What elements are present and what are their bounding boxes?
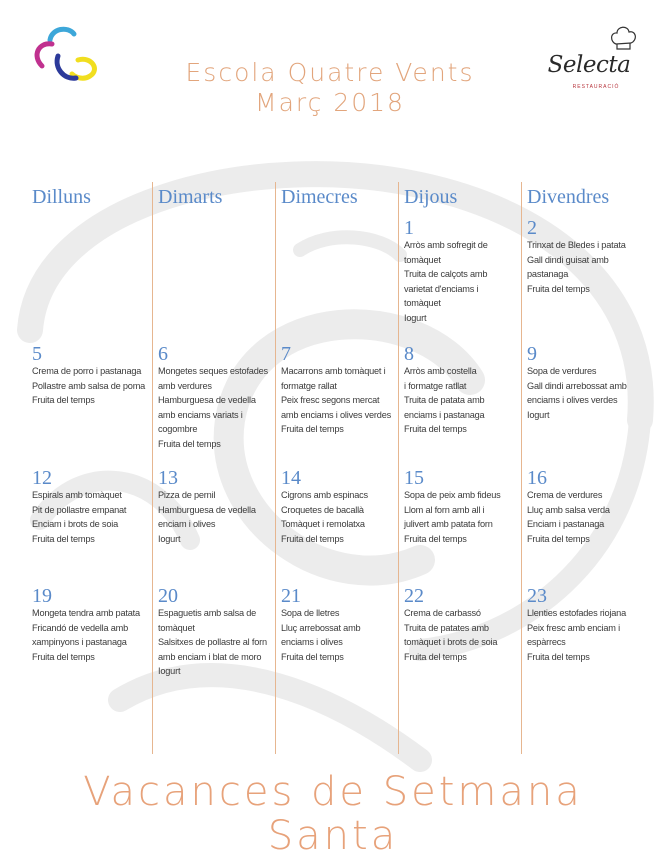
menu-line: Croquetes de bacallà <box>281 504 364 515</box>
menu-line: Fruita del temps <box>527 651 590 662</box>
menu-line: Crema de verdures <box>527 490 603 500</box>
column-dimarts <box>156 182 278 754</box>
column-divider <box>152 182 153 754</box>
date-number: 6 <box>158 343 168 365</box>
menu-line: amb enciam i blat de moro <box>158 651 262 662</box>
menu-line: enciam i olives <box>158 519 216 529</box>
menu-line: cogombre <box>158 424 198 434</box>
day-cell <box>158 586 276 679</box>
school-name: Escola Quatre Vents <box>185 58 475 87</box>
menu-line: Crema de carbassó <box>404 608 481 618</box>
day-cell <box>527 468 645 546</box>
menu-line: Gall dindi guisat amb <box>527 254 609 265</box>
menu-line: Crema de porro i pastanaga <box>32 366 142 376</box>
menu-line: enciams i olives verdes <box>527 395 618 405</box>
menu-line: Llenties estofades riojana <box>527 608 626 618</box>
day-header-dimarts: Dimarts <box>158 186 223 208</box>
menu-line: enciams i olives <box>281 637 343 647</box>
menu-line: Fruita del temps <box>404 424 467 434</box>
menu-line: Fricandó de vedella amb <box>32 622 129 633</box>
menu-line: xampinyons i pastanaga <box>32 637 127 647</box>
date-number: 5 <box>32 343 42 365</box>
menu-line: Sopa de peix amb fideus <box>404 490 501 500</box>
date-number: 13 <box>158 467 178 489</box>
day-cell <box>158 468 276 546</box>
school-logo-icon <box>28 20 106 90</box>
menu-line: Peix fresc amb enciam i <box>527 622 620 633</box>
menu-line: tomàquet i brots de soia <box>404 637 498 647</box>
date-number: 2 <box>527 217 537 239</box>
day-cell <box>32 344 150 408</box>
menu-line: Hamburguesa de vedella <box>158 504 256 515</box>
menu-line: Fruita del temps <box>404 651 467 662</box>
holiday-banner <box>0 770 666 858</box>
date-number: 20 <box>158 585 178 607</box>
menu-line: Truita de patates amb <box>404 622 489 633</box>
menu-line: Fruita del temps <box>527 283 590 294</box>
menu-line: Trinxat de Bledes i patata <box>527 240 626 250</box>
menu-line: Pollastre amb salsa de poma <box>32 380 146 391</box>
menu-line: Fruita del temps <box>527 533 590 544</box>
date-number: 1 <box>404 217 414 239</box>
column-dilluns <box>30 182 152 754</box>
menu-line: Macarrons amb tomàquet i <box>281 366 386 376</box>
menu-line: Fruita del temps <box>281 533 344 544</box>
menu-line: Mongeta tendra amb patata <box>32 608 140 618</box>
day-cell <box>158 344 276 451</box>
column-dimecres <box>279 182 401 754</box>
menu-line: tomàquet <box>404 254 441 265</box>
menu-line: Fruita del temps <box>404 533 467 544</box>
menu-line: Iogurt <box>158 666 181 676</box>
menu-line: Iogurt <box>527 409 550 420</box>
date-number: 8 <box>404 343 414 365</box>
menu-line: Tomàquet i remolatxa <box>281 519 365 529</box>
column-divendres <box>525 182 647 754</box>
date-number: 9 <box>527 343 537 365</box>
menu-line: Pit de pollastre empanat <box>32 504 127 515</box>
menu-line: tomàquet <box>404 298 441 308</box>
menu-line: Truita de patata amb <box>404 395 485 405</box>
menu-line: Truita de calçots amb <box>404 269 488 279</box>
menu-line: Espirals amb tomàquet <box>32 490 122 500</box>
date-number: 22 <box>404 585 424 607</box>
page-header <box>120 58 540 118</box>
brand-subtitle: RESTAURACIÓ <box>572 84 620 90</box>
chef-hat-icon <box>608 24 638 52</box>
menu-line: Fruita del temps <box>32 395 95 405</box>
day-header-dilluns: Dilluns <box>32 186 91 208</box>
day-cell <box>404 586 522 664</box>
menu-line: Iogurt <box>158 533 181 544</box>
menu-line: amb verdures <box>158 380 212 391</box>
menu-line: Llom al forn amb all i <box>404 504 485 515</box>
menu-line: Mongetes seques estofades <box>158 366 268 376</box>
brand-name: Selecta <box>547 52 631 78</box>
date-number: 16 <box>527 467 547 489</box>
menu-line: Enciam i brots de soia <box>32 519 118 529</box>
menu-line: Pizza de pernil <box>158 490 216 500</box>
date-number: 15 <box>404 467 424 489</box>
menu-line: Iogurt <box>404 312 427 323</box>
column-dijous <box>402 182 524 754</box>
menu-line: Fruita del temps <box>32 651 95 662</box>
day-cell <box>527 218 645 296</box>
day-cell <box>527 344 645 422</box>
day-cell <box>281 344 399 437</box>
date-number: 23 <box>527 585 547 607</box>
menu-line: enciams i pastanaga <box>404 409 485 420</box>
menu-line: Lluç amb salsa verda <box>527 504 610 515</box>
day-header-divendres: Divendres <box>527 186 610 208</box>
day-cell <box>404 344 522 437</box>
menu-line: Fruita del temps <box>158 438 221 449</box>
day-cell <box>404 468 522 546</box>
menu-line: Cigrons amb espinacs <box>281 490 368 500</box>
menu-line: tomàquet <box>158 622 195 633</box>
day-cell <box>404 218 522 325</box>
date-number: 19 <box>32 585 52 607</box>
menu-line: Enciam i pastanaga <box>527 519 605 529</box>
day-cell <box>281 468 399 546</box>
menu-line: Sopa de lletres <box>281 608 340 618</box>
menu-line: Fruita del temps <box>281 651 344 662</box>
holiday-line-2: Santa <box>267 813 399 859</box>
menu-line: formatge rallat <box>281 380 337 391</box>
menu-line: julivert amb patata forn <box>404 519 493 529</box>
menu-line: Gall dindi arrebossat amb <box>527 380 627 391</box>
day-header-dijous: Dijous <box>404 186 458 208</box>
menu-line: amb enciams variats i <box>158 409 243 420</box>
menu-line: Espaguetis amb salsa de <box>158 608 257 618</box>
day-cell <box>32 586 150 664</box>
menu-line: amb enciams i olives verdes <box>281 409 392 420</box>
day-cell <box>281 586 399 664</box>
month-year: Març 2018 <box>255 88 405 117</box>
day-header-dimecres: Dimecres <box>281 186 358 208</box>
date-number: 14 <box>281 467 301 489</box>
day-cell <box>527 586 645 664</box>
menu-line: Hamburguesa de vedella <box>158 395 256 405</box>
date-number: 21 <box>281 585 301 607</box>
holiday-line-1: Vacances de Setmana <box>83 769 583 815</box>
menu-line: Salsitxes de pollastre al forn <box>158 637 267 647</box>
menu-line: Arròs amb sofregit de <box>404 240 488 250</box>
menu-line: Arròs amb costella <box>404 366 477 376</box>
menu-calendar <box>30 182 645 754</box>
menu-line: Sopa de verdures <box>527 366 597 376</box>
day-cell <box>32 468 150 546</box>
menu-line: Lluç arrebossat amb <box>281 622 361 633</box>
menu-line: varietat d'enciams i <box>404 283 479 294</box>
date-number: 7 <box>281 343 291 365</box>
menu-line: pastanaga <box>527 269 569 279</box>
menu-line: Fruita del temps <box>281 424 344 434</box>
menu-line: espàrrecs <box>527 637 566 647</box>
date-number: 12 <box>32 467 52 489</box>
menu-line: i formatge ratllat <box>404 380 467 391</box>
menu-line: Peix fresc segons mercat <box>281 395 380 405</box>
menu-line: Fruita del temps <box>32 533 95 544</box>
selecta-logo <box>540 24 638 96</box>
